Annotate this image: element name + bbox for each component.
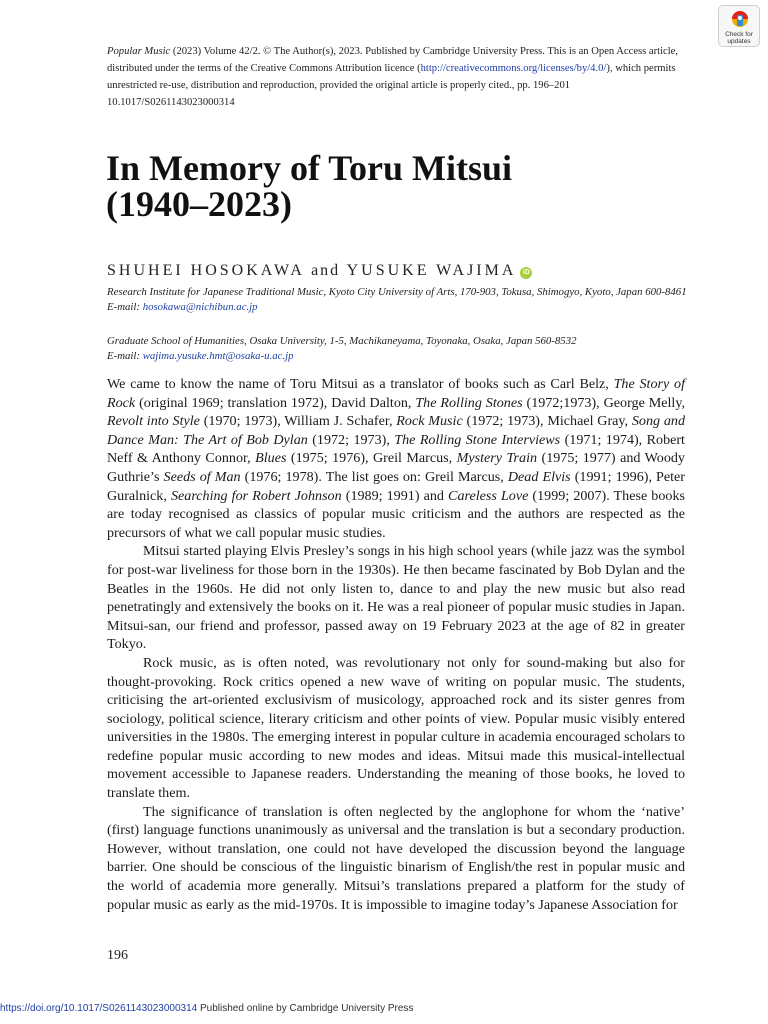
affiliation-2 [107, 334, 687, 364]
article-title [106, 150, 706, 222]
paragraph: Mitsui started playing Elvis Presley’s songs in his high school years (while jazz was the symbol for post-war liveliness for those born in the 1930s). He then became fascinated by Bob Dylan and the Beatles in the 1960s. He did not only listen to, dance to and play the new music but also read penetratingly and extensively the books on it. He was a real pioneer of popular music studies in Japan. Mitsui-san, our friend and professor, passed away on 19 February 2023 at the age of 82 in greater Tokyo. [107, 543, 685, 653]
page-footer [0, 1003, 413, 1014]
check-for-updates-icon [731, 10, 749, 28]
orcid-icon[interactable]: iD [520, 267, 532, 279]
title-line-1: In Memory of Toru Mitsui [106, 148, 513, 188]
journal-name: Popular Music [107, 46, 171, 57]
licence-link[interactable]: http://creativecommons.org/licenses/by/4.0/ [420, 63, 607, 74]
affiliation-address: Research Institute for Japanese Traditional Music, Kyoto City University of Arts, 170-903, Tokusa, Shimogyo, Kyoto, Japan 600-8461 [107, 286, 687, 298]
affiliation-address: Graduate School of Humanities, Osaka University, 1-5, Machikaneyama, Toyonaka, Osaka, Japan 560-8532 [107, 335, 577, 347]
author-conjunction: and [311, 262, 341, 279]
paragraph: The significance of translation is often neglected by the anglophone for whom the ‘native’ (first) language functions unanimously as universal and the translation is but a secondary production. However, without translation, one could not have developed the discussion beyond the language barrier. One should be conscious of the linguistic binarism of English/the rest in popular music and the world of academia more generally. Mitsui’s translations prepared a platform for the study of popular music as early as the mid-1970s. It is impossible to imagine today’s Japanese Association for [107, 803, 685, 913]
article-doi: 10.1017/S0261143023000314 [107, 97, 235, 108]
email-label: E-mail: [107, 350, 143, 362]
citation-text: (2023) Volume 42/2. © The Author(s), 2023. Published by Cambridge University Press. This is an Open Access article, distributed under the terms of the Creative Commons Attribution licence ( [107, 46, 679, 74]
affiliation-1 [107, 285, 687, 315]
citation-header [107, 43, 685, 111]
email-label: E-mail: [107, 301, 143, 313]
email-link[interactable]: hosokawa@nichibun.ac.jp [142, 301, 258, 313]
author-list [107, 262, 707, 280]
check-for-updates-badge[interactable] [718, 5, 760, 47]
doi-link[interactable]: https://doi.org/10.1017/S0261143023000314 [0, 1003, 198, 1014]
publisher-note: Published online by Cambridge University Press [197, 1003, 414, 1014]
page-number: 196 [107, 948, 128, 963]
title-line-2: (1940–2023) [106, 184, 292, 224]
author-name: YUSUKE WAJIMA [346, 262, 517, 279]
paragraph: Rock music, as is often noted, was revolutionary not only for sound-making but also for thought-provoking. Rock critics opened a new wave of writing on popular music. The students, criticising the art-oriented exclusivism of musicology, approached rock and its sister genres from sociology, political science, literary criticism and other points of view. Popular music visibly entered universities in the 1980s. The emerging interest in popular culture in academia encouraged scholars to redefine popular music according to new modes and ideas. Mitsui made this musical-intellectual movement accessible to Japanese readers. Understanding the meaning of those books, he loved to translate them. [107, 654, 685, 802]
badge-label: Check for updates [725, 31, 753, 45]
citation-text-end: ), which permits unrestricted re-use, distribution and reproduction, provided the original article is properly cited., pp. 196–201 [107, 63, 676, 91]
paragraph: We came to know the name of Toru Mitsui as a translator of books such as Carl Belz, The Story of Rock (original 1969; translation 1972), David Dalton, The Rolling Stones (1972;1973), George Melly, Revolt into Style (1970; 1973), William J. Schafer, Rock Music (1972; 1973), Michael Gray, Song and Dance Man: The Art of Bob Dylan (1972; 1973), The Rolling Stone Interviews (1971; 1974), Robert Neff & Anthony Connor, Blues (1975; 1976), Greil Marcus, Mystery Train (1975; 1977) and Woody Guthrie’s Seeds of Man (1976; 1978). The list goes on: Greil Marcus, Dead Elvis (1991; 1996), Peter Guralnick, Searching for Robert Johnson (1989; 1991) and Careless Love (1999; 2007). These books are today recognised as classics of popular music criticism and the authors are respected as the precursors of what we call popular music studies. [107, 376, 686, 541]
email-link[interactable]: wajima.yusuke.hmt@osaka-u.ac.jp [142, 350, 294, 362]
author-name: SHUHEI HOSOKAWA [107, 262, 305, 279]
article-body [107, 375, 685, 914]
